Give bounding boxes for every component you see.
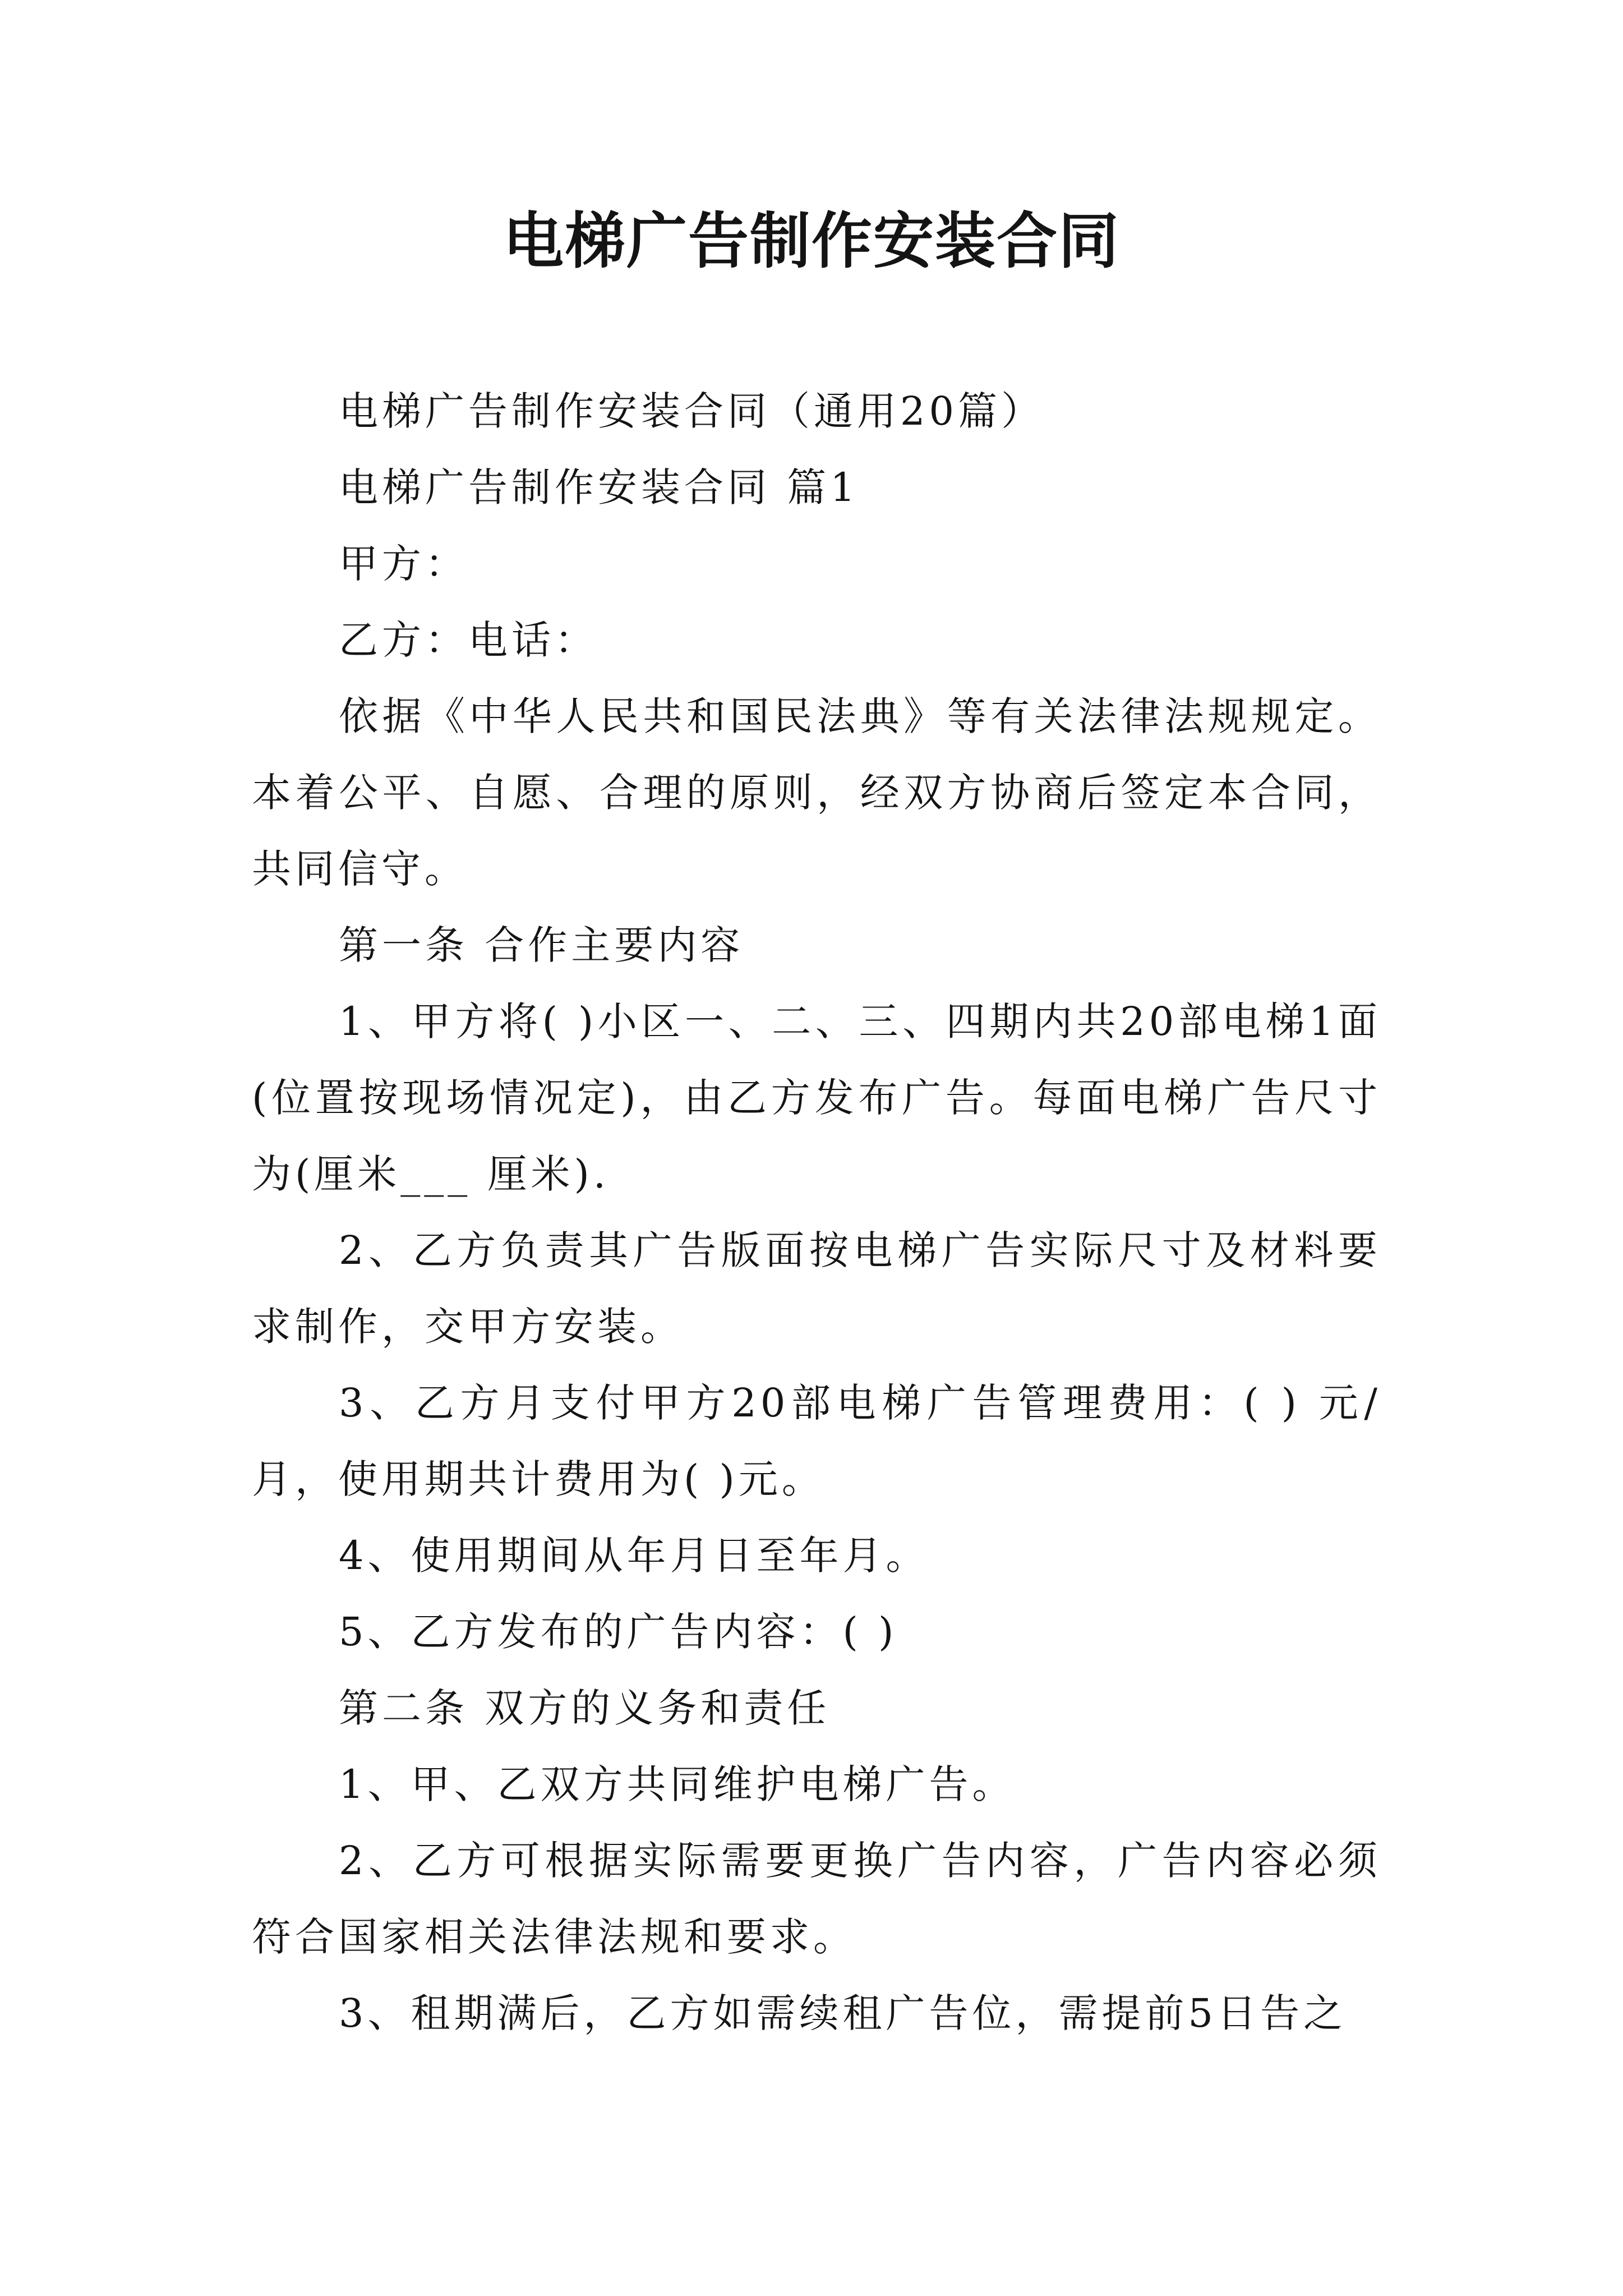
paragraph-article-1-item-3: 3、乙方月支付甲方20部电梯广告管理费用：( ) 元/月，使用期共计费用为( )元。 (252, 1380, 1381, 1502)
paragraph-party-b: 乙方：电话： (339, 617, 598, 663)
paragraph-article-2-item-3: 3、租期满后，乙方如需续租广告位，需提前5日告之 (339, 1990, 1347, 2036)
paragraph-article-2-item-1: 1、甲、乙双方共同维护电梯广告。 (339, 1761, 1016, 1807)
paragraph-article-1-item-5: 5、乙方发布的广告内容：( ) (339, 1609, 898, 1655)
paragraph-article-1-item-4: 4、使用期间从年月日至年月。 (339, 1533, 929, 1579)
paragraph-article-1-heading: 第一条 合作主要内容 (339, 922, 744, 968)
paragraph-article-2-item-2: 2、乙方可根据实际需要更换广告内容，广告内容必须符合国家相关法律法规和要求。 (252, 1838, 1381, 1960)
document-body (252, 373, 1381, 2051)
paragraph-preamble: 依据《中华人民共和国民法典》等有关法律法规规定。本着公平、自愿、合理的原则，经双方协商后签定本合同，共同信守。 (252, 693, 1381, 892)
document-title: 电梯广告制作安装合同 (502, 206, 1120, 277)
paragraph-article-2-heading: 第二条 双方的义务和责任 (339, 1685, 831, 1731)
paragraph-article-1-item-2: 2、乙方负责其广告版面按电梯广告实际尺寸及材料要求制作，交甲方安装。 (252, 1227, 1381, 1350)
paragraph-article-1-item-1: 1、甲方将( )小区一、二、三、四期内共20部电梯1面(位置按现场情况定)，由乙方发布广告。每面电梯广告尺寸为(厘米___ 厘米). (252, 999, 1381, 1197)
paragraph-subtitle: 电梯广告制作安装合同（通用20篇） (339, 388, 1045, 434)
paragraph-section-heading: 电梯广告制作安装合同 篇1 (339, 464, 859, 510)
paragraph-party-a: 甲方： (339, 541, 468, 587)
